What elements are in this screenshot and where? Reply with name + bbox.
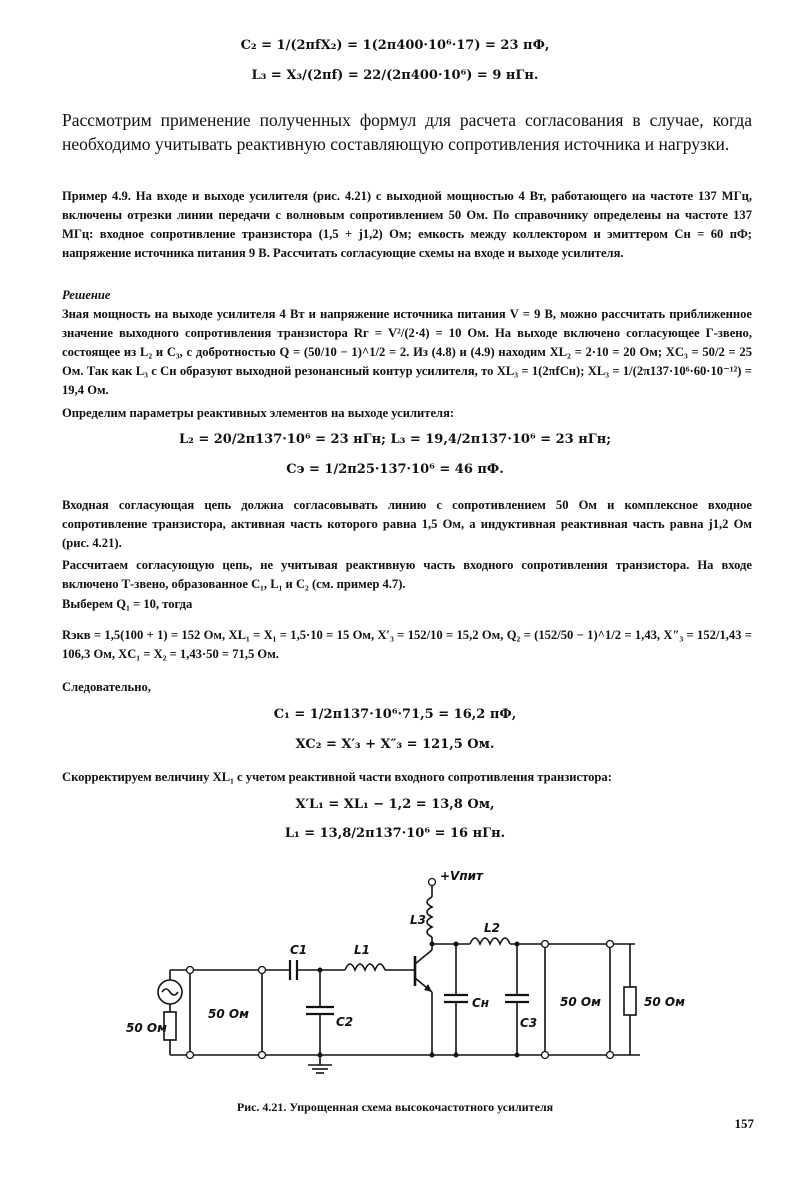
paragraph-8: Скорректируем величину XL₁ с учетом реактивной части входного сопротивления транзистора: [62, 770, 612, 784]
label-r-load: 50 Ом [644, 995, 685, 1009]
formula-ce: Cэ = 1/2π25·137·10⁶ = 46 пФ. [286, 462, 504, 477]
example-label: Пример 4.9. [62, 189, 131, 203]
circuit-schematic [0, 862, 790, 1082]
label-line-out: 50 Ом [560, 995, 601, 1009]
l3-coil [427, 897, 432, 937]
label-line-in: 50 Ом [208, 1007, 249, 1021]
label-c1: C1 [290, 943, 308, 957]
label-c3: C3 [520, 1016, 538, 1030]
paragraph-4: Рассчитаем согласующую цепь, не учитывая реактивную часть входного сопротивления транзистора. На входе включено Т-звено, образованное C₁, L₁ и C₂ (см. пример 4.7). [62, 558, 752, 591]
intro-paragraph: Рассмотрим применение полученных формул для расчета согласования в случае, когда необходимо учитывать реактивную составляющую сопротивления источника и нагрузки. [62, 110, 752, 154]
load-resistor [624, 987, 636, 1015]
figure-caption: Рис. 4.21. Упрощенная схема высокочастотного усилителя [236, 1100, 554, 1114]
label-l3: L3 [410, 913, 426, 927]
label-l1: L1 [354, 943, 370, 957]
l2-coil [470, 938, 510, 944]
formula-l2-l3: L₂ = 20/2π137·10⁶ = 23 нГн; L₃ = 19,4/2π137·10⁶ = 23 нГн; [178, 432, 612, 447]
transistor-collector [415, 950, 432, 964]
paragraph-5: Выберем Q₁ = 10, тогда [62, 597, 193, 611]
label-l2: L2 [484, 921, 500, 935]
formula-xc2: XC₂ = X′₃ + X″₃ = 121,5 Ом. [295, 737, 495, 752]
paragraph-6: Rэкв = 1,5(100 + 1) = 152 Ом, XL₁ = X₁ = 1,5·10 = 15 Ом, X′₃ = 152/10 = 15,2 Ом, Q₂ = (152/50 − 1)^1/2 = 1,43, X″₃ = 152/1,43 = 106,3 Ом, XC₁ = X₂ = 1,43·50 = 71,5 Ом. [62, 628, 752, 661]
example-paragraph [62, 187, 752, 263]
paragraph-7: Следовательно, [62, 680, 151, 694]
paragraph-2: Определим параметры реактивных элементов на выходе усилителя: [62, 406, 455, 420]
paragraph-1: Зная мощность на выходе усилителя 4 Вт и напряжение источника питания V = 9 В, можно рассчитать приближенное значение выходного сопротивления транзистора Rг = V²/(2·4) = 10 Ом. На выходе включено согласующее Г-звено, состоящее из L₂ и C₃, с добротностью Q = (50/10 − 1)^1/2 = 2. Из (4.8) и (4.9) находим XL₂ = 2·10 = 20 Ом; XC₃ = 50/2 = 25 Ом. Так как L₃ с Cн образуют выходной резонансный контур усилителя, то XL₃ = 1(2πfCн); XL₃ = 1/(2π137·10⁶·60·10⁻¹²) = 19,4 Ом. [62, 307, 752, 397]
label-r-in: 50 Ом [126, 1021, 167, 1035]
l1-coil [345, 964, 385, 970]
formula-l1: L₁ = 13,8/2π137·10⁶ = 16 нГн. [284, 826, 506, 841]
paragraph-3: Входная согласующая цепь должна согласовывать линию с сопротивлением 50 Ом и комплексное входное сопротивление транзистора, активная часть которого равна 1,5 Ом, а индуктивная реактивная часть равна j1,2 Ом (рис. 4.21). [62, 498, 752, 550]
solution-heading: Решение [62, 288, 111, 302]
page-number: 157 [734, 1116, 754, 1131]
label-cn: Cн [472, 996, 490, 1010]
formula-c2: C₂ = 1/(2πfX₂) = 1(2π400·10⁶·17) = 23 пФ, [240, 38, 550, 53]
label-c2: C2 [336, 1015, 354, 1029]
formula-xl1: X′L₁ = XL₁ − 1,2 = 13,8 Ом, [295, 797, 495, 812]
formula-c1: C₁ = 1/2π137·10⁶·71,5 = 16,2 пФ, [273, 707, 517, 722]
example-text: На входе и выходе усилителя (рис. 4.21) с выходной мощностью 4 Вт, работающего на частоте 137 МГц, включены отрезки линии передачи с волновым сопротивлением 50 Ом. По справочнику определены на частоте 137 МГц: входное сопротивление транзистора (1,5 + j1,2) Ом; емкость между коллектором и эмиттером Cн = 60 пФ; напряжение источника питания 9 В. Рассчитать согласующие схемы на входе и выходе усилителя. [62, 189, 752, 260]
formula-l3: L₃ = X₃/(2πf) = 22/(2π400·10⁶) = 9 нГн. [251, 68, 539, 83]
label-vpit: +Vпит [440, 869, 483, 883]
